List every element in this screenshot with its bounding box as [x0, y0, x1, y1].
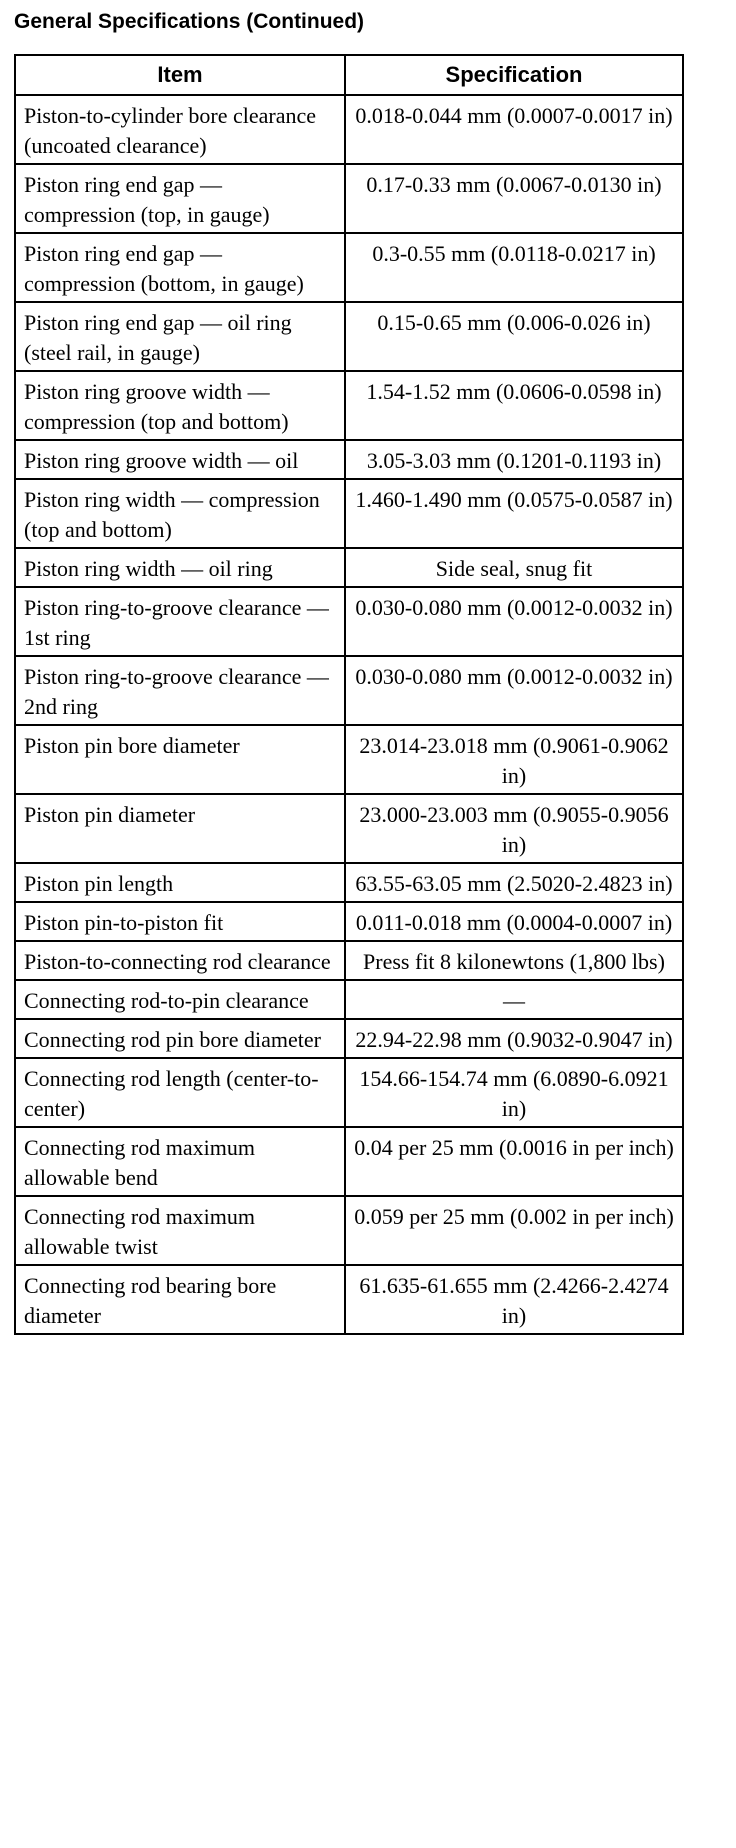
- spec-cell: 0.030-0.080 mm (0.0012-0.0032 in): [345, 656, 683, 725]
- item-cell: Piston ring groove width — compression (top and bottom): [15, 371, 345, 440]
- table-row: [15, 95, 683, 164]
- item-cell: Piston-to-cylinder bore clearance (uncoated clearance): [15, 95, 345, 164]
- specifications-table: [14, 54, 684, 1335]
- column-header-item: Item: [15, 55, 345, 95]
- spec-cell: Side seal, snug fit: [345, 548, 683, 587]
- spec-cell: 23.000-23.003 mm (0.9055-0.9056 in): [345, 794, 683, 863]
- spec-cell: 0.018-0.044 mm (0.0007-0.0017 in): [345, 95, 683, 164]
- table-row: [15, 371, 683, 440]
- table-row: [15, 941, 683, 980]
- spec-cell: 1.54-1.52 mm (0.0606-0.0598 in): [345, 371, 683, 440]
- table-row: [15, 1058, 683, 1127]
- item-cell: Piston-to-connecting rod clearance: [15, 941, 345, 980]
- item-cell: Piston ring-to-groove clearance — 2nd ring: [15, 656, 345, 725]
- table-row: [15, 548, 683, 587]
- table-row: [15, 1265, 683, 1334]
- header-row: [15, 55, 683, 95]
- table-row: [15, 656, 683, 725]
- spec-cell: 0.04 per 25 mm (0.0016 in per inch): [345, 1127, 683, 1196]
- item-cell: Connecting rod maximum allowable bend: [15, 1127, 345, 1196]
- spec-cell: 0.030-0.080 mm (0.0012-0.0032 in): [345, 587, 683, 656]
- spec-cell: 154.66-154.74 mm (6.0890-6.0921 in): [345, 1058, 683, 1127]
- spec-cell: 0.011-0.018 mm (0.0004-0.0007 in): [345, 902, 683, 941]
- table-row: [15, 1196, 683, 1265]
- item-cell: Connecting rod-to-pin clearance: [15, 980, 345, 1019]
- table-row: [15, 725, 683, 794]
- table-header: [15, 55, 683, 95]
- item-cell: Connecting rod maximum allowable twist: [15, 1196, 345, 1265]
- spec-cell: 23.014-23.018 mm (0.9061-0.9062 in): [345, 725, 683, 794]
- item-cell: Piston ring groove width — oil: [15, 440, 345, 479]
- table-row: [15, 233, 683, 302]
- item-cell: Connecting rod length (center-to-center): [15, 1058, 345, 1127]
- table-row: [15, 587, 683, 656]
- page-title: General Specifications (Continued): [14, 10, 365, 33]
- column-header-specification: Specification: [345, 55, 683, 95]
- spec-cell: 1.460-1.490 mm (0.0575-0.0587 in): [345, 479, 683, 548]
- spec-cell: 0.15-0.65 mm (0.006-0.026 in): [345, 302, 683, 371]
- item-cell: Piston ring width — oil ring: [15, 548, 345, 587]
- table-row: [15, 980, 683, 1019]
- item-cell: Piston ring end gap — compression (bottom, in gauge): [15, 233, 345, 302]
- item-cell: Connecting rod pin bore diameter: [15, 1019, 345, 1058]
- table-row: [15, 302, 683, 371]
- item-cell: Piston ring width — compression (top and bottom): [15, 479, 345, 548]
- spec-cell: 3.05-3.03 mm (0.1201-0.1193 in): [345, 440, 683, 479]
- item-cell: Piston ring-to-groove clearance — 1st ring: [15, 587, 345, 656]
- spec-cell: 61.635-61.655 mm (2.4266-2.4274 in): [345, 1265, 683, 1334]
- item-cell: Piston ring end gap — oil ring (steel rail, in gauge): [15, 302, 345, 371]
- spec-cell: 63.55-63.05 mm (2.5020-2.4823 in): [345, 863, 683, 902]
- item-cell: Piston pin diameter: [15, 794, 345, 863]
- spec-cell: 0.059 per 25 mm (0.002 in per inch): [345, 1196, 683, 1265]
- spec-cell: 0.3-0.55 mm (0.0118-0.0217 in): [345, 233, 683, 302]
- spec-cell: Press fit 8 kilonewtons (1,800 lbs): [345, 941, 683, 980]
- item-cell: Connecting rod bearing bore diameter: [15, 1265, 345, 1334]
- table-body: [15, 95, 683, 1334]
- spec-cell: 22.94-22.98 mm (0.9032-0.9047 in): [345, 1019, 683, 1058]
- item-cell: Piston pin length: [15, 863, 345, 902]
- item-cell: Piston pin-to-piston fit: [15, 902, 345, 941]
- table-row: [15, 1019, 683, 1058]
- table-row: [15, 479, 683, 548]
- spec-cell: 0.17-0.33 mm (0.0067-0.0130 in): [345, 164, 683, 233]
- table-row: [15, 794, 683, 863]
- item-cell: Piston pin bore diameter: [15, 725, 345, 794]
- table-row: [15, 1127, 683, 1196]
- table-row: [15, 164, 683, 233]
- table-row: [15, 863, 683, 902]
- table-row: [15, 902, 683, 941]
- table-row: [15, 440, 683, 479]
- item-cell: Piston ring end gap — compression (top, in gauge): [15, 164, 345, 233]
- spec-cell: —: [345, 980, 683, 1019]
